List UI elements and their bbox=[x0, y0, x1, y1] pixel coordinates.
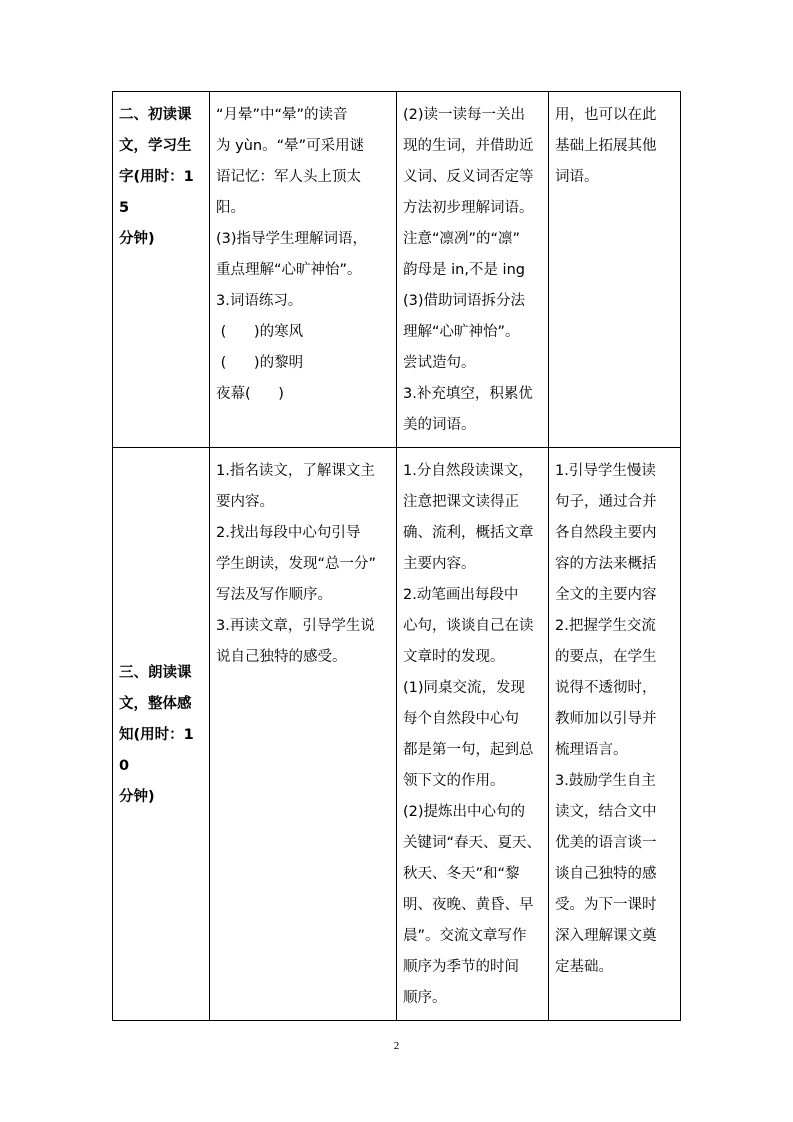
text-line: 字(用时：15 bbox=[119, 169, 194, 216]
page-number: 2 bbox=[393, 1040, 400, 1052]
text-line: 分钟) bbox=[119, 788, 155, 805]
text-line: 1.分自然段读课文， bbox=[403, 463, 533, 479]
text-line: 顺序。 bbox=[403, 990, 447, 1006]
text-line: 二、初读课 bbox=[119, 107, 192, 123]
text-line: 阳。 bbox=[216, 200, 245, 216]
text-line: 晨”。交流文章写作 bbox=[403, 928, 527, 944]
text-line: 夜幕( ) bbox=[216, 386, 284, 402]
text-line: 秋天、冬天”和“黎 bbox=[403, 866, 520, 882]
text-line: 文章时的发现。 bbox=[403, 649, 505, 665]
text-line: 理解“心旷神怡”。 bbox=[403, 324, 520, 340]
text-line: 主要内容。 bbox=[403, 556, 476, 572]
text-line: 学生朗读，发现“总一分” bbox=[216, 556, 377, 572]
text-line: 梳理语言。 bbox=[555, 742, 628, 758]
text-line: 全文的主要内容 bbox=[555, 587, 657, 603]
text-line: 顺序为季节的时间 bbox=[403, 959, 519, 975]
text-line: 3.词语练习。 bbox=[216, 293, 303, 309]
text-line: (2)读一读每一关出 bbox=[403, 107, 526, 123]
text-line: (1)同桌交流，发现 bbox=[403, 680, 526, 696]
teacher-activity-cell bbox=[210, 92, 397, 448]
text-line: 语记忆：军人头上顶太 bbox=[216, 169, 361, 185]
text-line: 知(用时：10 bbox=[119, 726, 194, 774]
text-line: 3.再读文章，引导学生说 bbox=[216, 618, 375, 634]
text-line: 基础上拓展其他 bbox=[555, 138, 657, 154]
text-line: 1.指名读文，了解课文主 bbox=[216, 463, 375, 479]
text-line: 词语。 bbox=[555, 169, 599, 185]
text-line: 明、夜晚、黄昏、早 bbox=[403, 897, 534, 913]
text-line: 读文，结合文中 bbox=[555, 804, 657, 820]
text-line: 2.找出每段中心句引导 bbox=[216, 525, 361, 541]
text-line: 确、流利，概括文章 bbox=[403, 525, 534, 541]
text-line: 每个自然段中心句 bbox=[403, 711, 519, 727]
student-activity-cell bbox=[397, 92, 549, 448]
student-activity-cell bbox=[397, 448, 549, 1021]
text-line: 的要点，在学生 bbox=[555, 649, 657, 665]
text-line: 谈自己独特的感 bbox=[555, 866, 657, 882]
text-line: 说自己独特的感受。 bbox=[216, 649, 347, 665]
text-line: 都是第一句，起到总 bbox=[403, 742, 534, 758]
text-line: 要内容。 bbox=[216, 494, 274, 510]
text-line: 关键词“春天、夏天、 bbox=[403, 835, 542, 851]
text-line: 重点理解“心旷神怡”。 bbox=[216, 262, 362, 278]
lesson-plan-table bbox=[112, 91, 681, 1021]
text-line: (3)借助词语拆分法 bbox=[403, 293, 526, 309]
text-line: 2.动笔画出每段中 bbox=[403, 587, 519, 603]
text-line: 韵母是 in,不是 ing bbox=[403, 262, 525, 278]
text-line: 方法初步理解词语。 bbox=[403, 200, 534, 216]
text-line: 优美的语言谈一 bbox=[555, 835, 657, 851]
text-line: 心句，谈谈自己在读 bbox=[403, 618, 534, 634]
text-line: 三、朗读课 bbox=[119, 664, 192, 681]
text-line: (2)提炼出中心句的 bbox=[403, 804, 526, 820]
text-line: 尝试造句。 bbox=[403, 355, 476, 371]
table-row bbox=[113, 448, 681, 1021]
text-line: 容的方法来概括 bbox=[555, 556, 657, 572]
text-line: 义词、反义词否定等 bbox=[403, 169, 534, 185]
table-row bbox=[113, 92, 681, 448]
text-line: ( )的黎明 bbox=[216, 355, 304, 371]
text-line: 分钟) bbox=[119, 231, 155, 247]
text-line: (3)指导学生理解词语， bbox=[216, 231, 368, 247]
text-line: 文，学习生 bbox=[119, 138, 192, 154]
text-line: 为 yùn。“晕”可采用谜 bbox=[216, 138, 365, 154]
text-line: 2.把握学生交流 bbox=[555, 618, 656, 634]
text-line: ( )的寒风 bbox=[216, 324, 304, 340]
text-line: 受。为下一课时 bbox=[555, 897, 657, 913]
design-intent-cell bbox=[549, 92, 681, 448]
text-line: 注意把课文读得正 bbox=[403, 494, 519, 510]
text-line: 现的生词，并借助近 bbox=[403, 138, 534, 154]
text-line: 各自然段主要内 bbox=[555, 525, 657, 541]
text-line: “月晕”中“晕”的读音 bbox=[216, 107, 348, 123]
text-line: 写法及写作顺序。 bbox=[216, 587, 332, 603]
text-line: 注意“凛冽”的“凛” bbox=[403, 231, 521, 247]
text-line: 3.鼓励学生自主 bbox=[555, 773, 656, 789]
text-line: 领下文的作用。 bbox=[403, 773, 505, 789]
stage-cell bbox=[113, 92, 210, 448]
text-line: 深入理解课文奠 bbox=[555, 928, 657, 944]
teacher-activity-cell bbox=[210, 448, 397, 1021]
text-line: 教师加以引导并 bbox=[555, 711, 657, 727]
text-line: 文，整体感 bbox=[119, 695, 192, 712]
text-line: 用，也可以在此 bbox=[555, 107, 657, 123]
text-line: 定基础。 bbox=[555, 959, 613, 975]
stage-cell bbox=[113, 448, 210, 1021]
text-line: 3.补充填空，积累优 bbox=[403, 386, 533, 402]
text-line: 说得不透彻时， bbox=[555, 680, 657, 696]
text-line: 美的词语。 bbox=[403, 417, 476, 433]
text-line: 句子，通过合并 bbox=[555, 494, 657, 510]
text-line: 1.引导学生慢读 bbox=[555, 463, 656, 479]
design-intent-cell bbox=[549, 448, 681, 1021]
